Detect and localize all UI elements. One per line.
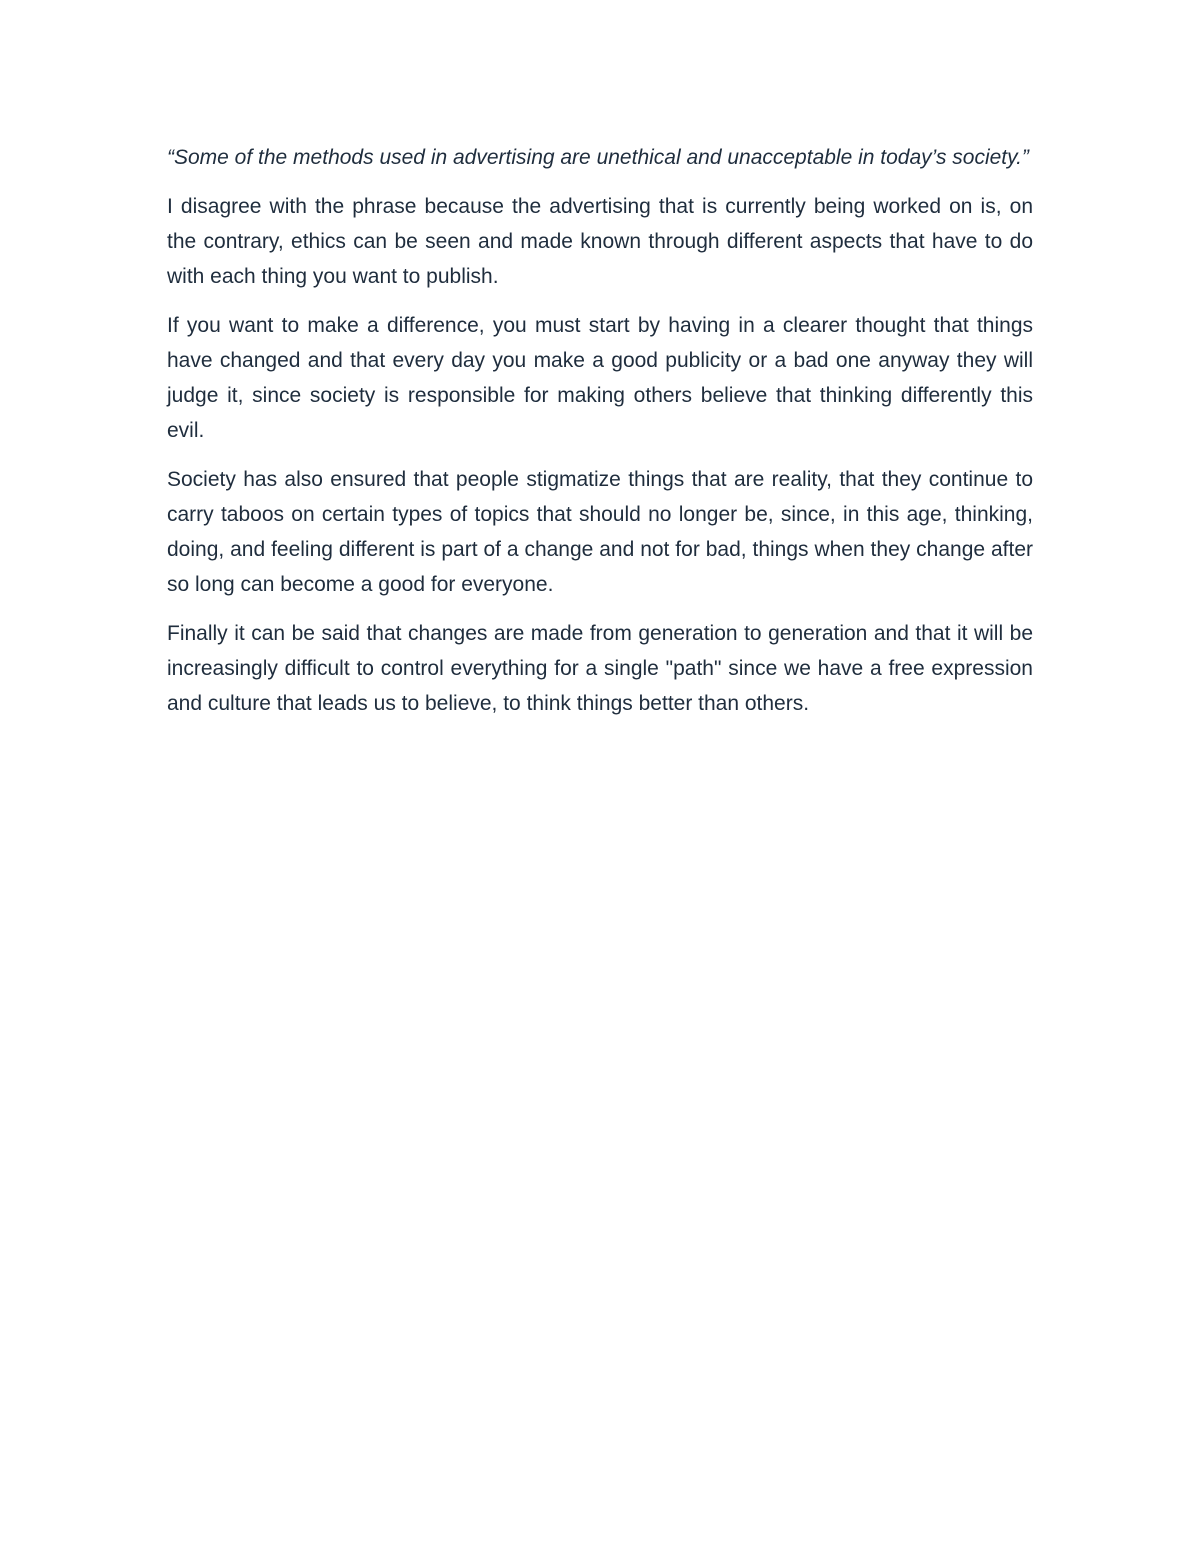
paragraph-3: Society has also ensured that people stigmatize things that are reality, that they continue to carry taboos on certain types of topics that should no longer be, since, in this age, thinking, doing, and feeling different is part of a change and not for bad, things when they change after so long can become a good for everyone.: [167, 468, 1033, 596]
paragraph-2: If you want to make a difference, you must start by having in a clearer thought that things have changed and that every day you make a good publicity or a bad one anyway they will judge it, since society is responsible for making others believe that thinking differently this evil.: [167, 314, 1033, 442]
paragraph-4: Finally it can be said that changes are made from generation to generation and that it will be increasingly difficult to control everything for a single "path" since we have a free expression and culture that leads us to believe, to think things better than others.: [167, 622, 1033, 715]
quote-heading: “Some of the methods used in advertising are unethical and unacceptable in today’s society.”: [167, 146, 1029, 169]
document-body: [167, 140, 1033, 735]
paragraph-1: I disagree with the phrase because the advertising that is currently being worked on is, on the contrary, ethics can be seen and made known through different aspects that have to do with each thing you want to publish.: [167, 195, 1033, 288]
